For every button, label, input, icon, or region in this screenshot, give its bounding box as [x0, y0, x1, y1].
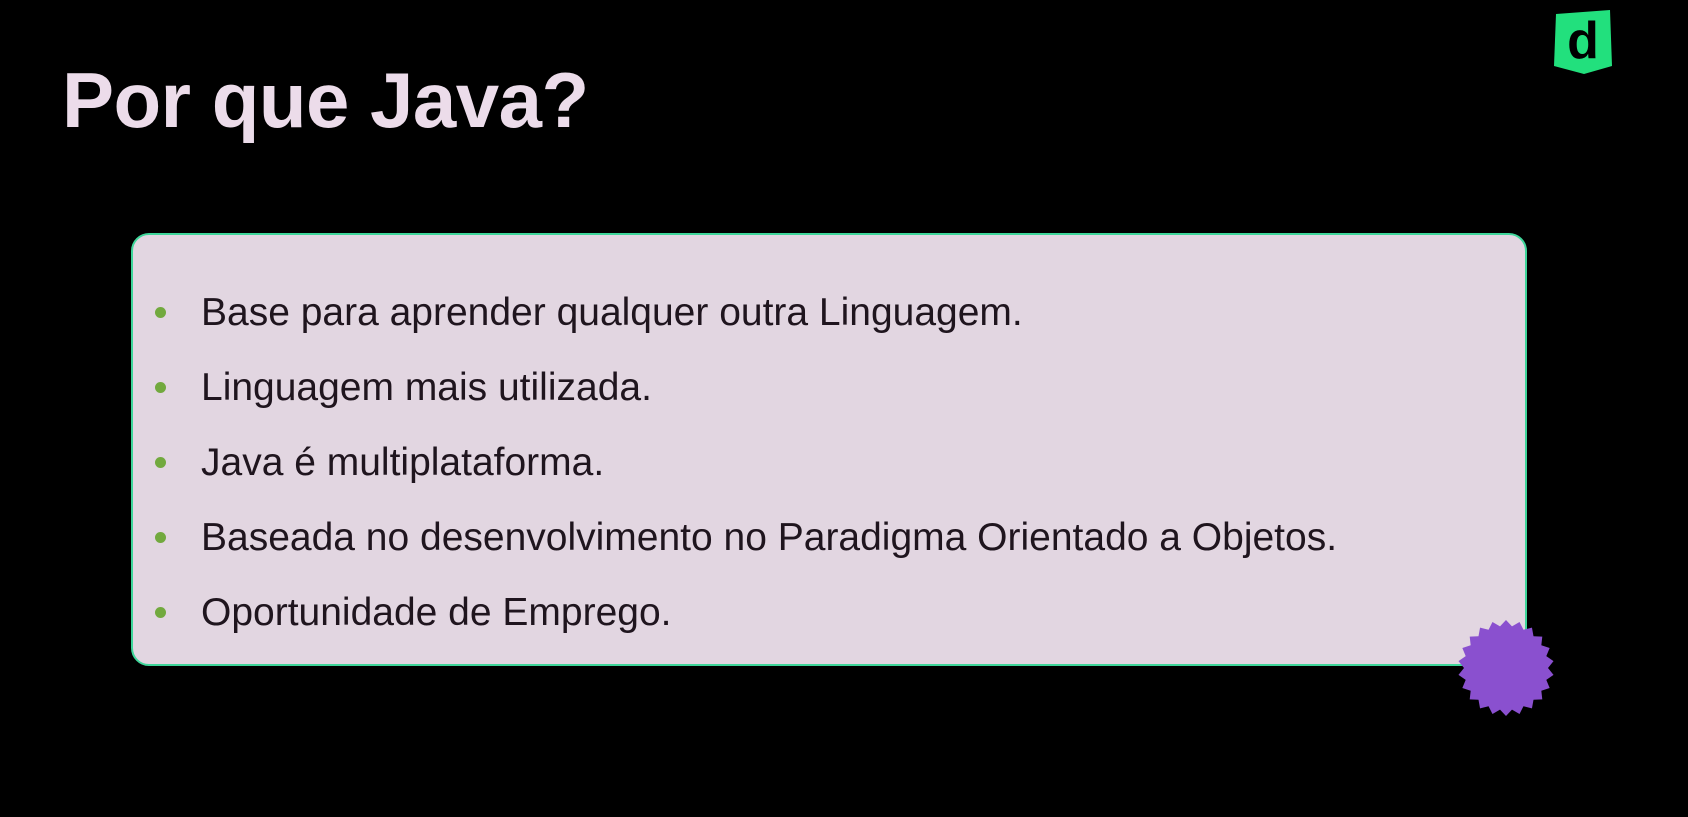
bullet-item: [155, 425, 1505, 500]
purple-starburst-icon: [1456, 618, 1556, 718]
bullet-dot-icon: [155, 307, 166, 318]
bullet-list: [155, 275, 1505, 650]
brand-d-logo-icon: [1550, 8, 1616, 74]
bullet-text: Java é multiplataforma.: [201, 440, 605, 484]
bullet-dot-icon: [155, 382, 166, 393]
bullet-item: [155, 575, 1505, 650]
bullet-text: Base para aprender qualquer outra Linguagem.: [201, 290, 1023, 334]
bullet-dot-icon: [155, 457, 166, 468]
bullet-item: [155, 500, 1505, 575]
bullet-dot-icon: [155, 532, 166, 543]
bullet-dot-icon: [155, 607, 166, 618]
content-card: [131, 233, 1527, 666]
bullet-text: Oportunidade de Emprego.: [201, 590, 672, 634]
slide-title: Por que Java?: [62, 56, 589, 144]
starburst-shape: [1458, 620, 1553, 716]
bullet-item: [155, 275, 1505, 350]
bullet-item: [155, 350, 1505, 425]
logo-letter: d: [1567, 12, 1599, 70]
bullet-text: Baseada no desenvolvimento no Paradigma Orientado a Objetos.: [201, 515, 1338, 559]
bullet-text: Linguagem mais utilizada.: [201, 365, 652, 409]
